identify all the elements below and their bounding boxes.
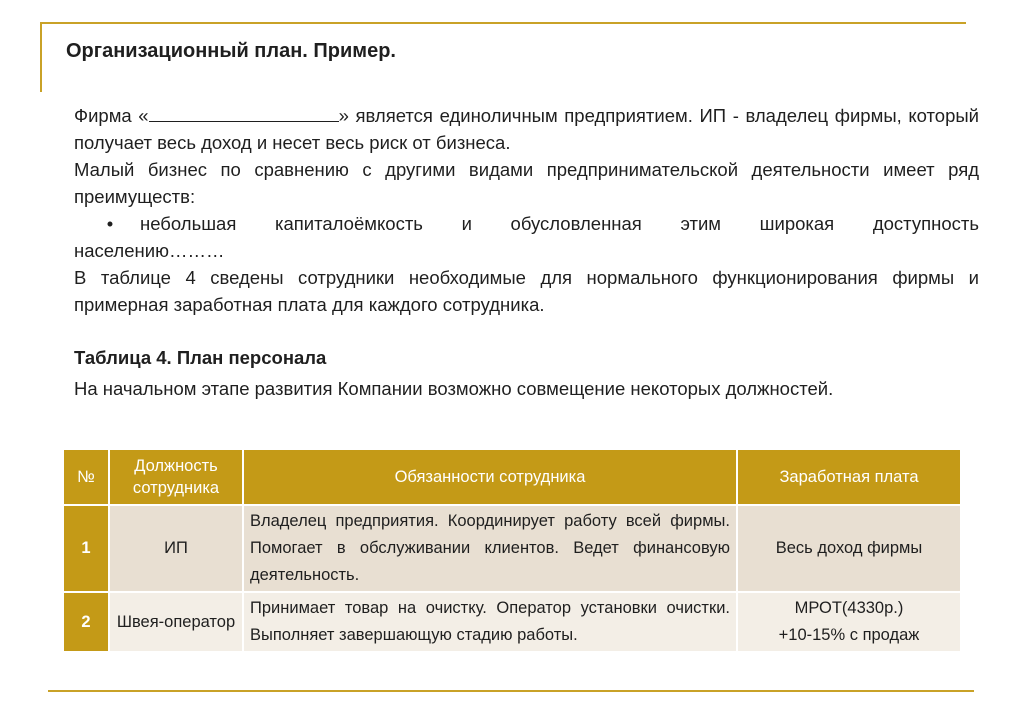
row-number: 1 xyxy=(63,505,109,592)
staff-table xyxy=(62,448,962,653)
paragraph-1-line-2: фирмы, который получает весь доход и несет весь риск от бизнеса. xyxy=(74,105,980,153)
row-duties: Принимает товар на очистку. Оператор установки очистки. Выполняет завершающую стадию работы. xyxy=(243,592,737,652)
header-duties: Обязанности сотрудника xyxy=(243,449,737,505)
page-title: Организационный план. Пример. xyxy=(66,40,396,62)
company-name-blank xyxy=(149,103,339,122)
bullet-icon: • xyxy=(106,213,114,234)
row-salary xyxy=(737,592,961,652)
paragraph-1 xyxy=(74,102,979,156)
header-position: Должность сотрудника xyxy=(109,449,243,505)
paragraph-2 xyxy=(74,156,979,210)
row-salary: Весь доход фирмы xyxy=(737,505,961,592)
bullet-item xyxy=(74,210,979,237)
table-note-text: На начальном этапе развития Компании возможно совмещение некоторых должностей. xyxy=(74,378,834,399)
row-number: 2 xyxy=(63,592,109,652)
row-salary-line-1: МРОТ(4330р.) xyxy=(794,599,904,617)
bullet-continuation: населению……… xyxy=(74,240,225,261)
header-number: № xyxy=(63,449,109,505)
paragraph-1-start: Фирма « xyxy=(74,105,149,126)
top-rule xyxy=(40,22,966,24)
paragraph-3 xyxy=(74,264,979,318)
row-duties: Владелец предприятия. Координирует работу всей фирмы. Помогает в обслуживании клиентов. Ведет финансовую деятельность. xyxy=(243,505,737,592)
row-salary-line-2: +10-15% с продаж xyxy=(778,626,920,644)
row-position: Швея-оператор xyxy=(109,592,243,652)
bottom-rule xyxy=(48,690,974,692)
paragraph-3-line-1: В таблице 4 сведены сотрудники необходимые для нормального функционирования xyxy=(74,267,878,288)
header-salary: Заработная плата xyxy=(737,449,961,505)
table-note xyxy=(74,375,979,402)
paragraph-2-line-1: Малый бизнес по сравнению с другими видами предпринимательской деятельности xyxy=(74,159,870,180)
table-title: Таблица 4. План персонала xyxy=(74,347,327,368)
row-position: ИП xyxy=(109,505,243,592)
left-rule xyxy=(40,22,42,92)
table-row xyxy=(63,592,961,652)
paragraph-3-line-2: фирмы и примерная заработная плата для каждого сотрудника. xyxy=(74,267,979,315)
paragraph-1-end: » является единоличным предприятием. ИП - владелец xyxy=(338,105,829,126)
table-header-row xyxy=(63,449,961,505)
bullet-text: небольшая капиталоёмкость и обусловленная этим широкая доступность xyxy=(140,213,979,234)
table-row xyxy=(63,505,961,592)
body-text xyxy=(74,102,979,318)
paragraph-2-line-2: имеет ряд преимуществ: xyxy=(74,159,980,207)
